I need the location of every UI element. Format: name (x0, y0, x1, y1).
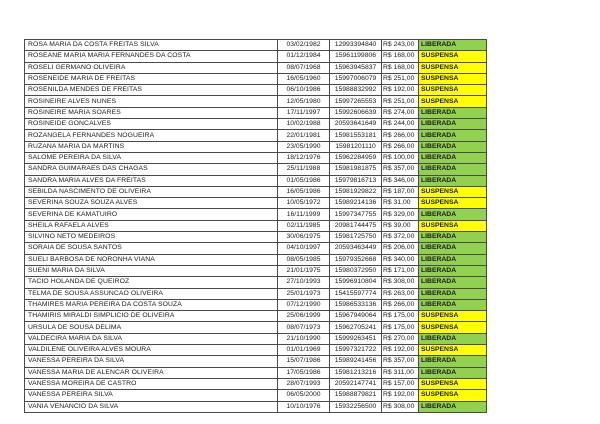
value-cell[interactable]: R$ 251,00 (382, 96, 419, 107)
table-row (25, 265, 487, 276)
value-cell[interactable]: R$ 187,00 (382, 186, 419, 197)
status-cell[interactable]: LIBERADA (419, 141, 487, 152)
status-cell[interactable]: LIBERADA (419, 401, 487, 412)
status-cell[interactable]: SUSPENSA (419, 62, 487, 73)
table-row (25, 186, 487, 197)
phone-cell[interactable]: 15992606639 (330, 107, 382, 118)
phone-cell[interactable]: 15961199806 (330, 51, 382, 62)
phone-cell[interactable]: 15996910804 (330, 277, 382, 288)
table-row (25, 164, 487, 175)
value-cell[interactable]: R$ 100,00 (382, 152, 419, 163)
date-cell[interactable]: 18/12/1976 (278, 152, 330, 163)
name-cell[interactable]: TELMA DE SOUSA ASSUNCAO OLIVEIRA (25, 288, 278, 299)
date-cell[interactable]: 17/05/1986 (278, 367, 330, 378)
status-cell[interactable]: LIBERADA (419, 367, 487, 378)
value-cell[interactable]: R$ 357,00 (382, 164, 419, 175)
date-cell[interactable]: 16/11/1999 (278, 209, 330, 220)
name-cell[interactable]: SUENI MARIA DA SILVA (25, 265, 278, 276)
status-cell[interactable]: SUSPENSA (419, 378, 487, 389)
value-cell[interactable]: R$ 372,00 (382, 232, 419, 243)
value-cell[interactable]: R$ 243,00 (382, 40, 419, 51)
table-row (25, 40, 487, 51)
phone-cell[interactable]: 15986533136 (330, 299, 382, 310)
status-cell[interactable]: LIBERADA (419, 40, 487, 51)
status-cell[interactable]: SUSPENSA (419, 220, 487, 231)
status-cell[interactable]: SUSPENSA (419, 85, 487, 96)
value-cell[interactable]: R$ 270,00 (382, 333, 419, 344)
name-cell[interactable]: RUZANA MARIA DA MARTINS (25, 141, 278, 152)
value-cell[interactable]: R$ 175,00 (382, 311, 419, 322)
date-cell[interactable]: 04/10/1997 (278, 243, 330, 254)
name-cell[interactable]: ROSENILDA MENDES DE FREITAS (25, 85, 278, 96)
phone-cell[interactable]: 15415597774 (330, 288, 382, 299)
value-cell[interactable]: R$ 192,00 (382, 85, 419, 96)
status-cell[interactable]: LIBERADA (419, 356, 487, 367)
status-cell[interactable]: SUSPENSA (419, 186, 487, 197)
phone-cell[interactable]: 20592147741 (330, 378, 382, 389)
phone-cell[interactable]: 20593641649 (330, 119, 382, 130)
status-cell[interactable]: LIBERADA (419, 164, 487, 175)
status-cell[interactable]: SUSPENSA (419, 345, 487, 356)
date-cell[interactable]: 08/05/1985 (278, 254, 330, 265)
value-cell[interactable]: R$ 171,00 (382, 265, 419, 276)
name-cell[interactable]: VANESSA MARIA DE ALENCAR OLIVEIRA (25, 367, 278, 378)
status-cell[interactable]: LIBERADA (419, 288, 487, 299)
phone-cell[interactable]: 15962284959 (330, 152, 382, 163)
table-row (25, 390, 487, 401)
phone-cell[interactable]: 15967949064 (330, 311, 382, 322)
table-row (25, 119, 487, 130)
status-cell[interactable]: SUSPENSA (419, 390, 487, 401)
date-cell[interactable]: 28/07/1993 (278, 378, 330, 389)
table-row (25, 96, 487, 107)
table-row (25, 220, 487, 231)
name-cell[interactable]: THAMIRES MARIA PEREIRA DA COSTA SOUZA (25, 299, 278, 310)
phone-cell[interactable]: 15981553181 (330, 130, 382, 141)
value-cell[interactable]: R$ 266,00 (382, 130, 419, 141)
name-cell[interactable]: VANESSA MOREIRA DE CASTRO (25, 378, 278, 389)
table-row (25, 152, 487, 163)
status-cell[interactable]: LIBERADA (419, 119, 487, 130)
value-cell[interactable]: R$ 175,00 (382, 322, 419, 333)
status-cell[interactable]: LIBERADA (419, 152, 487, 163)
status-cell[interactable]: LIBERADA (419, 333, 487, 344)
value-cell[interactable]: R$ 263,00 (382, 288, 419, 299)
name-cell[interactable]: SANDRA GUIMARAES DAS CHAGAS (25, 164, 278, 175)
date-cell[interactable]: 02/11/1985 (278, 220, 330, 231)
table-body (25, 40, 487, 413)
status-cell[interactable]: LIBERADA (419, 254, 487, 265)
date-cell[interactable]: 06/10/1986 (278, 85, 330, 96)
name-cell[interactable]: URSULA DE SOUSA DELIMA (25, 322, 278, 333)
status-cell[interactable]: LIBERADA (419, 232, 487, 243)
status-cell[interactable]: LIBERADA (419, 299, 487, 310)
table-row (25, 277, 487, 288)
name-cell[interactable]: ROSINEIRE MARIA SOARES (25, 107, 278, 118)
table-row (25, 322, 487, 333)
date-cell[interactable]: 21/10/1990 (278, 333, 330, 344)
name-cell[interactable]: SALOME PEREIRA DA SILVA (25, 152, 278, 163)
table-row (25, 345, 487, 356)
name-cell[interactable]: SORAIA DE SOUSA SANTOS (25, 243, 278, 254)
table-row (25, 130, 487, 141)
status-cell[interactable]: LIBERADA (419, 175, 487, 186)
value-cell[interactable]: R$ 244,00 (382, 119, 419, 130)
phone-cell[interactable]: 15981201110 (330, 141, 382, 152)
table-row (25, 288, 487, 299)
table-row (25, 175, 487, 186)
value-cell[interactable]: R$ 308,00 (382, 401, 419, 412)
status-cell[interactable]: LIBERADA (419, 209, 487, 220)
table-row (25, 107, 487, 118)
date-cell[interactable]: 25/06/1999 (278, 311, 330, 322)
date-cell[interactable]: 21/01/1975 (278, 265, 330, 276)
date-cell[interactable]: 06/05/2000 (278, 390, 330, 401)
name-cell[interactable]: ROSELI GERMANO OLIVEIRA (25, 62, 278, 73)
name-cell[interactable]: ROSINEIDE GONCALVES (25, 119, 278, 130)
value-cell[interactable]: R$ 157,00 (382, 378, 419, 389)
status-cell[interactable]: SUSPENSA (419, 311, 487, 322)
phone-cell[interactable]: 20981744475 (330, 220, 382, 231)
value-cell[interactable]: R$ 346,00 (382, 175, 419, 186)
value-cell[interactable]: R$ 308,00 (382, 277, 419, 288)
value-cell[interactable]: R$ 206,00 (382, 243, 419, 254)
date-cell[interactable]: 17/11/1997 (278, 107, 330, 118)
table-row (25, 232, 487, 243)
date-cell[interactable]: 01/01/1969 (278, 345, 330, 356)
phone-cell[interactable]: 15989214136 (330, 198, 382, 209)
status-cell[interactable]: LIBERADA (419, 130, 487, 141)
value-cell[interactable]: R$ 39,00 (382, 220, 419, 231)
date-cell[interactable]: 25/01/1973 (278, 288, 330, 299)
value-cell[interactable]: R$ 357,00 (382, 356, 419, 367)
table-row (25, 311, 487, 322)
status-cell[interactable]: LIBERADA (419, 107, 487, 118)
phone-cell[interactable]: 15997347755 (330, 209, 382, 220)
name-cell[interactable]: SEBILDA NASCIMENTO DE OLIVEIRA (25, 186, 278, 197)
table-row (25, 401, 487, 412)
status-cell[interactable]: LIBERADA (419, 277, 487, 288)
table-row (25, 243, 487, 254)
phone-cell[interactable]: 20593463449 (330, 243, 382, 254)
date-cell[interactable]: 27/10/1993 (278, 277, 330, 288)
name-cell[interactable]: SILVINO NETO MEDEIROS (25, 232, 278, 243)
value-cell[interactable]: R$ 192,00 (382, 345, 419, 356)
table-row (25, 73, 487, 84)
date-cell[interactable]: 16/05/1986 (278, 186, 330, 197)
name-cell[interactable]: ROSA MARIA DA COSTA FREITAS SILVA (25, 40, 278, 51)
value-cell[interactable]: R$ 168,00 (382, 51, 419, 62)
table-row (25, 51, 487, 62)
phone-cell[interactable]: 15962705241 (330, 322, 382, 333)
table-row (25, 141, 487, 152)
date-cell[interactable]: 10/05/1972 (278, 198, 330, 209)
phone-cell[interactable]: 15981213216 (330, 367, 382, 378)
date-cell[interactable]: 10/10/1976 (278, 401, 330, 412)
name-cell[interactable]: VANIA VENANCIO DA SILVA (25, 401, 278, 412)
name-cell[interactable]: SANDRA MARIA ALVES DA FREITAS (25, 175, 278, 186)
date-cell[interactable]: 30/06/1975 (278, 232, 330, 243)
date-cell[interactable]: 08/07/1973 (278, 322, 330, 333)
value-cell[interactable]: R$ 192,00 (382, 390, 419, 401)
value-cell[interactable]: R$ 168,00 (382, 62, 419, 73)
phone-cell[interactable]: 12993394840 (330, 40, 382, 51)
phone-cell[interactable]: 15981725750 (330, 232, 382, 243)
date-cell[interactable]: 07/12/1990 (278, 299, 330, 310)
date-cell[interactable]: 01/05/1986 (278, 175, 330, 186)
phone-cell[interactable]: 15979816713 (330, 175, 382, 186)
status-cell[interactable]: SUSPENSA (419, 322, 487, 333)
phone-cell[interactable]: 15980372950 (330, 265, 382, 276)
phone-cell[interactable]: 15989241456 (330, 356, 382, 367)
value-cell[interactable]: R$ 311,00 (382, 367, 419, 378)
name-cell[interactable]: ROSINEIRE ALVES NUNES (25, 96, 278, 107)
date-cell[interactable]: 12/05/1980 (278, 96, 330, 107)
status-cell[interactable]: LIBERADA (419, 265, 487, 276)
name-cell[interactable]: SEVERINA SOUZA SOUZA ALVES (25, 198, 278, 209)
table-row (25, 254, 487, 265)
status-cell[interactable]: SUSPENSA (419, 198, 487, 209)
date-cell[interactable]: 03/02/1982 (278, 40, 330, 51)
value-cell[interactable]: R$ 266,00 (382, 299, 419, 310)
table-row (25, 378, 487, 389)
phone-cell[interactable]: 15988832992 (330, 85, 382, 96)
name-cell[interactable]: ROSEANE MARIA MARIA FERNANDES DA COSTA (25, 51, 278, 62)
date-cell[interactable]: 22/01/1981 (278, 130, 330, 141)
table-row (25, 198, 487, 209)
status-cell[interactable]: LIBERADA (419, 243, 487, 254)
phone-cell[interactable]: 15963945837 (330, 62, 382, 73)
status-cell[interactable]: SUSPENSA (419, 51, 487, 62)
phone-cell[interactable]: 15981929822 (330, 186, 382, 197)
name-cell[interactable]: TACIO HOLANDA DE QUEIROZ (25, 277, 278, 288)
status-cell[interactable]: SUSPENSA (419, 73, 487, 84)
table-row (25, 299, 487, 310)
table-row (25, 85, 487, 96)
table-row (25, 62, 487, 73)
phone-cell[interactable]: 15988879821 (330, 390, 382, 401)
date-cell[interactable]: 15/07/1986 (278, 356, 330, 367)
value-cell[interactable]: R$ 274,00 (382, 107, 419, 118)
name-cell[interactable]: VALDILENE OLIVEIRA ALVES MOURA (25, 345, 278, 356)
phone-cell[interactable]: 15997265553 (330, 96, 382, 107)
name-cell[interactable]: VALDECIRA MARIA DA SILVA (25, 333, 278, 344)
table-row (25, 209, 487, 220)
date-cell[interactable]: 10/02/1988 (278, 119, 330, 130)
status-cell[interactable]: SUSPENSA (419, 96, 487, 107)
table-row (25, 356, 487, 367)
table-row (25, 333, 487, 344)
value-cell[interactable]: R$ 266,00 (382, 141, 419, 152)
date-cell[interactable]: 01/12/1984 (278, 51, 330, 62)
phone-cell[interactable]: 15997006079 (330, 73, 382, 84)
name-cell[interactable]: SUELI BARBOSA DE NORONHA VIANA (25, 254, 278, 265)
value-cell[interactable]: R$ 251,00 (382, 73, 419, 84)
table-row (25, 367, 487, 378)
name-cell[interactable]: THAMIRIS MIRALDI SIMPLICIO DE OLIVEIRA (25, 311, 278, 322)
phone-cell[interactable]: 15932256500 (330, 401, 382, 412)
name-cell[interactable]: VANESSA PEREIRA DA SILVA (25, 356, 278, 367)
date-cell[interactable]: 08/07/1968 (278, 62, 330, 73)
name-cell[interactable]: ROZANGELA FERNANDES NOGUEIRA (25, 130, 278, 141)
date-cell[interactable]: 16/05/1960 (278, 73, 330, 84)
phone-cell[interactable]: 15999263451 (330, 333, 382, 344)
name-cell[interactable]: VANESSA PEREIRA SILVA (25, 390, 278, 401)
phone-cell[interactable]: 15997321722 (330, 345, 382, 356)
value-cell[interactable]: R$ 31,00 (382, 198, 419, 209)
phone-cell[interactable]: 15979352668 (330, 254, 382, 265)
phone-cell[interactable]: 15981981875 (330, 164, 382, 175)
date-cell[interactable]: 25/11/1988 (278, 164, 330, 175)
name-cell[interactable]: ROSENEIDE MARIA DE FREITAS (25, 73, 278, 84)
spreadsheet-table (24, 39, 487, 413)
date-cell[interactable]: 23/05/1990 (278, 141, 330, 152)
value-cell[interactable]: R$ 329,00 (382, 209, 419, 220)
name-cell[interactable]: SHEILA RAFAELA ALVES (25, 220, 278, 231)
value-cell[interactable]: R$ 340,00 (382, 254, 419, 265)
name-cell[interactable]: SEVERINA DE KAMATUIRO (25, 209, 278, 220)
